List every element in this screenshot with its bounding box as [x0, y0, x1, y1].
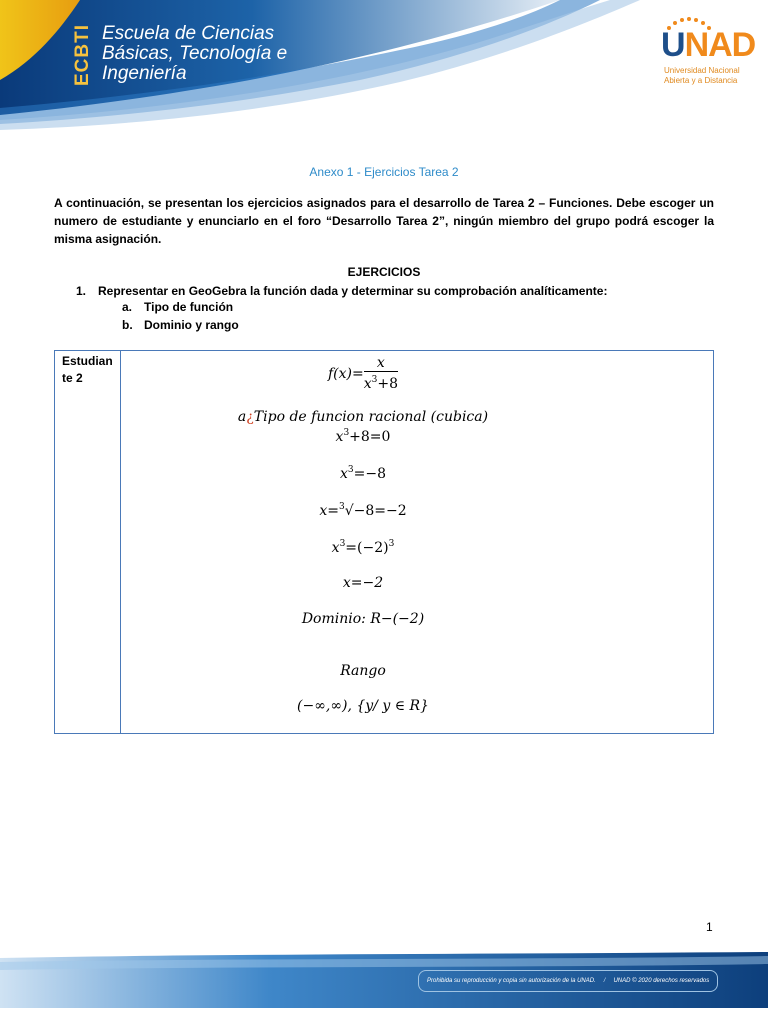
logo-subtitle-2: Abierta y a Distancia — [664, 76, 738, 85]
sub-item-b: b. Dominio y rango — [122, 318, 239, 332]
section-heading: EJERCICIOS — [347, 265, 421, 279]
school-tag: ECBTI — [72, 24, 93, 86]
footer-notice-box — [418, 970, 718, 992]
function-definition: f(x)= $\frac{x}{x^3+8}$ — [327, 355, 398, 392]
unad-logo — [655, 16, 755, 88]
school-name: Escuela de Ciencias Básicas, Tecnología e Ingeniería — [102, 23, 288, 84]
equation-1: $x^3+8=0$ — [335, 428, 391, 445]
logo-subtitle-1: Universidad Nacional — [664, 66, 740, 75]
equation-5: x=−2 — [342, 575, 384, 591]
student-label: Estudian te 2 — [62, 354, 113, 385]
function-type-line: a¿Tipo de funcion racional (cubica) — [237, 409, 489, 425]
footer-notice: Prohibida su reproducción y copia sin autorización de la UNAD. — [427, 978, 596, 984]
equation-3: x=$^3$√−8=−2 — [319, 502, 407, 519]
range-value: (−∞,∞), {y/ y ∈ R} — [297, 698, 429, 714]
domain-line: Dominio: R−(−2) — [301, 611, 425, 627]
document-title: Anexo 1 - Ejercicios Tarea 2 — [309, 165, 459, 179]
header-banner — [0, 0, 768, 130]
equation-4: $x^3=(-2)^3$ — [331, 539, 395, 556]
footer-copyright: UNAD © 2020 derechos reservados — [613, 978, 710, 984]
intro-paragraph: A continuación, se presentan los ejercicios asignados para el desarrollo de Tarea 2 – Funciones. Debe escoger un numero de estudiante y enunciarlo en el foro “Desarrollo Tarea 2”, ningún miembro del grupo podrá escoger la misma asignación. — [54, 196, 714, 246]
range-label: Rango — [340, 663, 386, 679]
sub-item-a: a. Tipo de función — [122, 300, 234, 314]
logo-wordmark: UNAD — [661, 26, 756, 64]
list-item-1: 1. Representar en GeoGebra la función dada y determinar su comprobación analíticamente: — [76, 284, 608, 298]
page-number: 1 — [706, 920, 713, 934]
footer-separator: / — [603, 978, 606, 984]
equation-2: $x^3=-8$ — [339, 465, 386, 482]
